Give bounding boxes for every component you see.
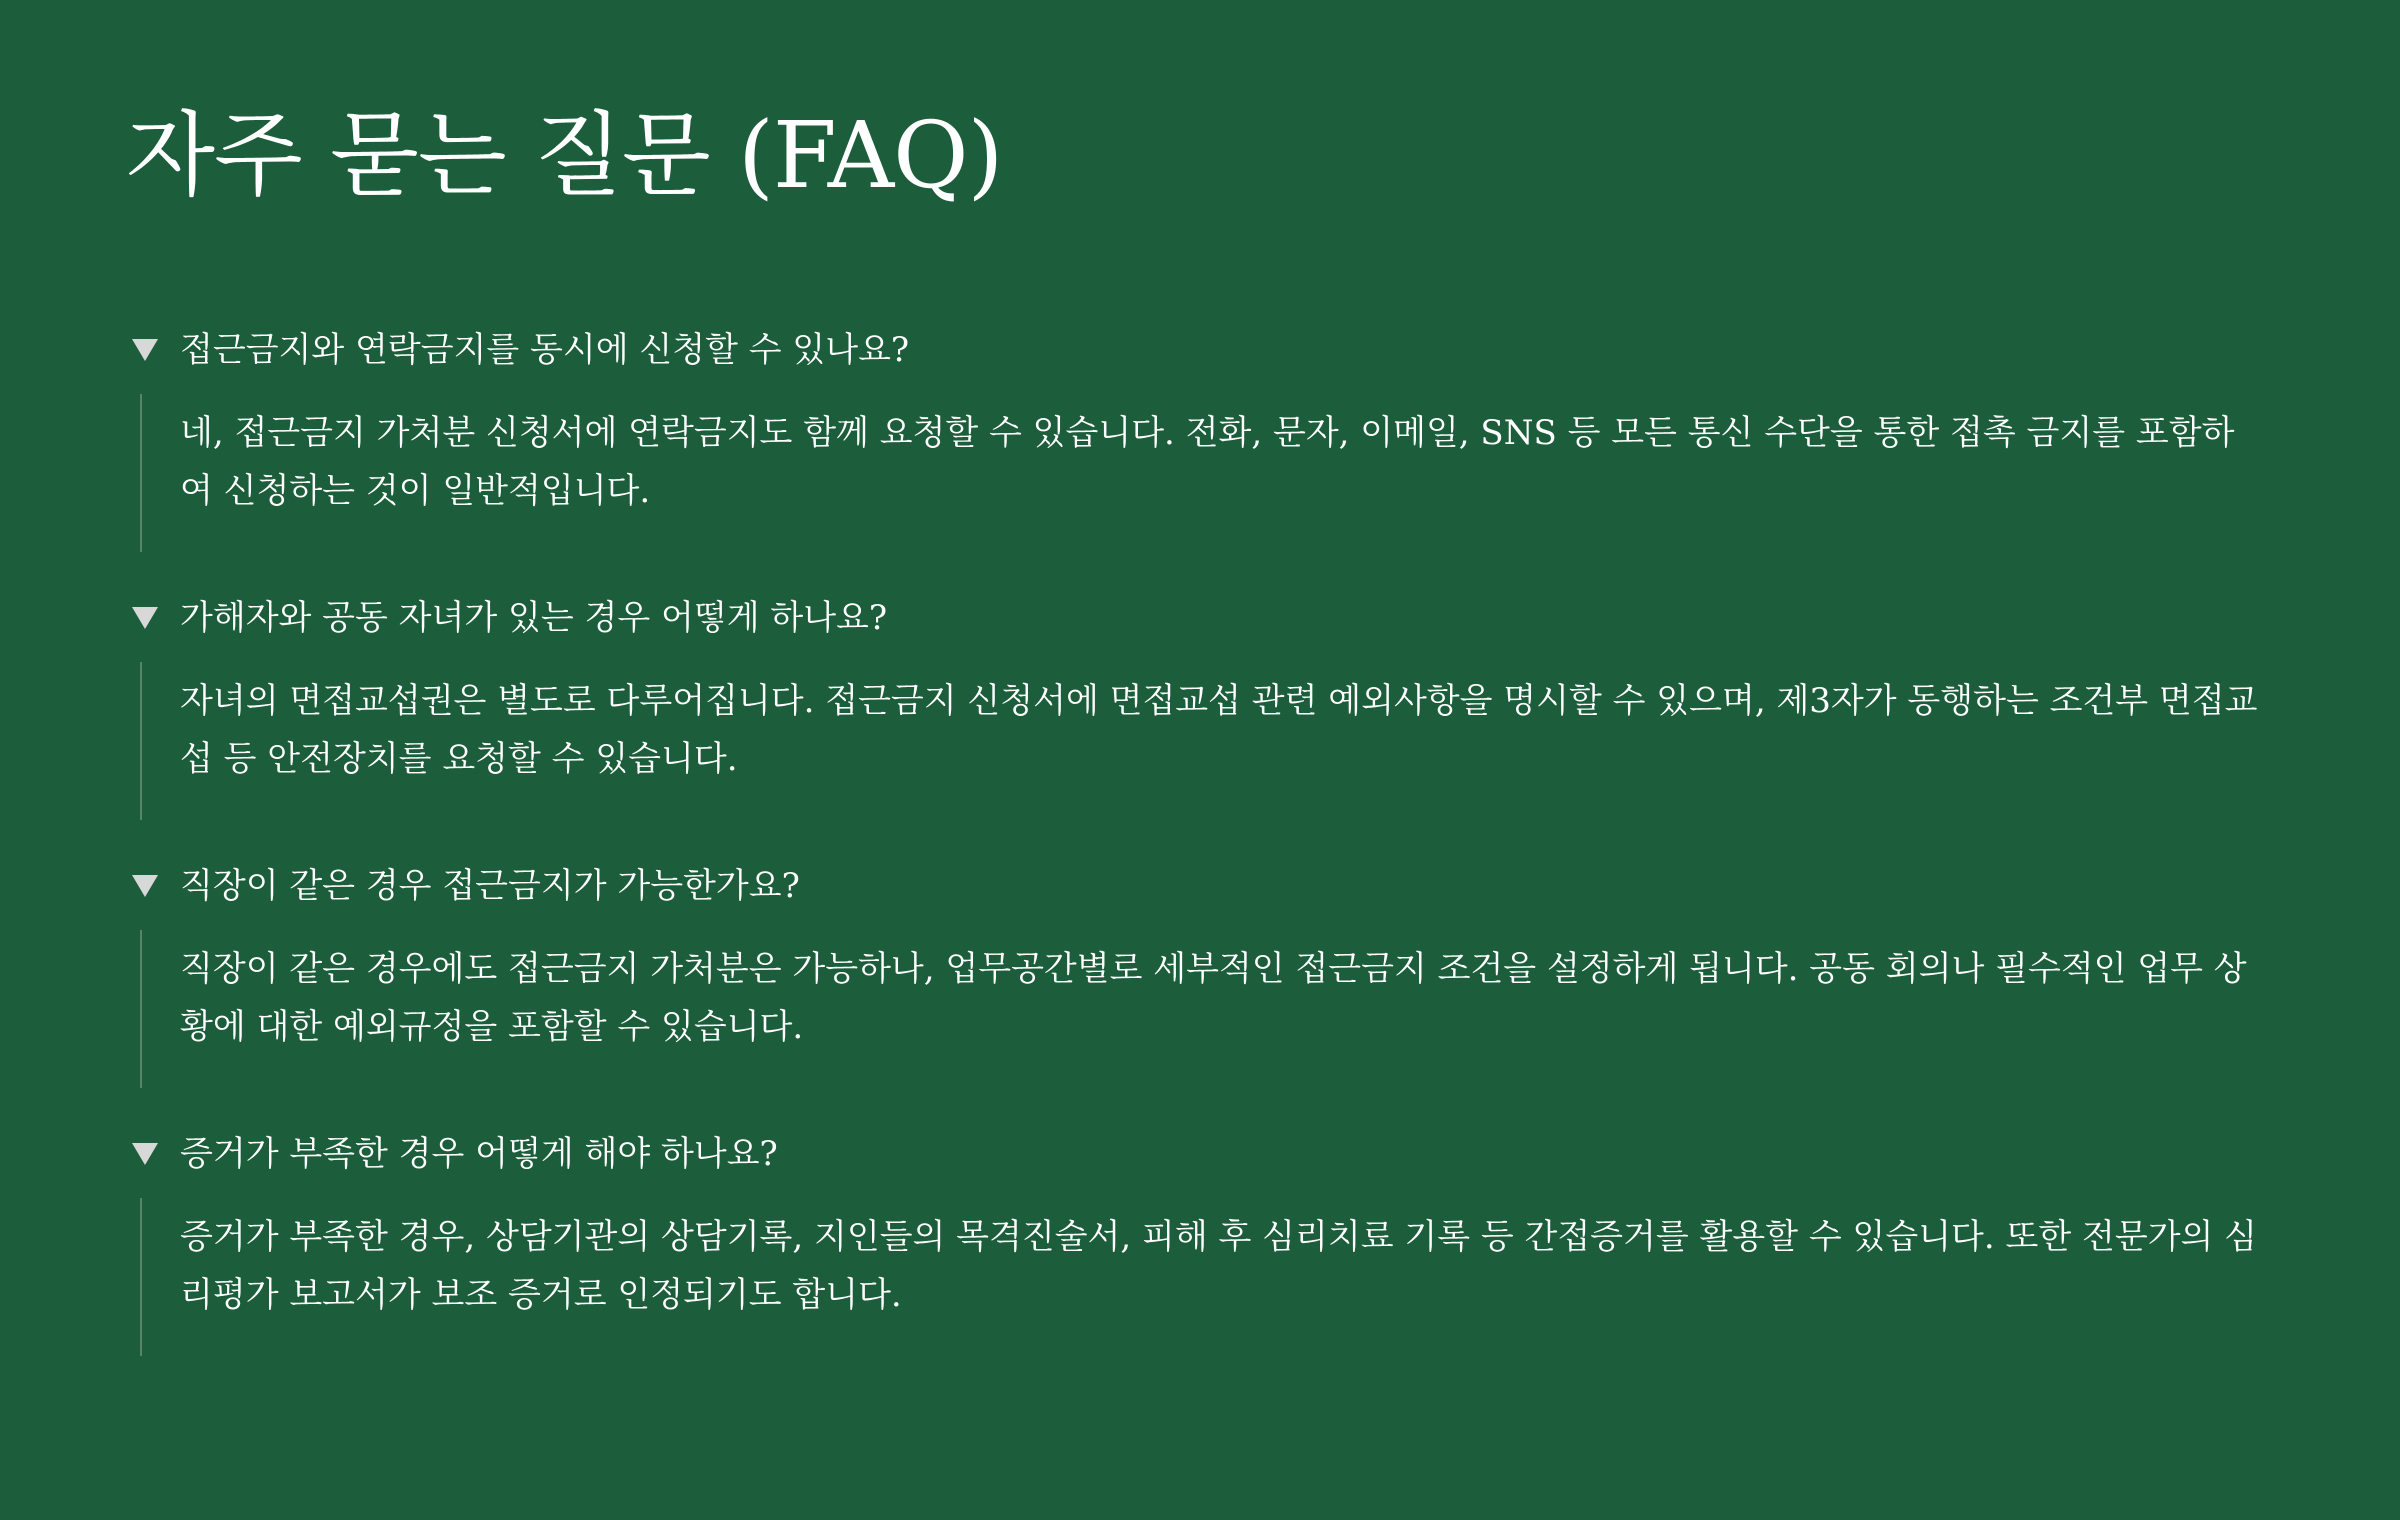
- faq-question-text[interactable]: 접근금지와 연락금지를 동시에 신청할 수 있나요?: [180, 330, 910, 370]
- faq-question-toggle[interactable]: [126, 1128, 2265, 1180]
- faq-answer: [140, 930, 2265, 1088]
- triangle-down-icon[interactable]: [132, 1143, 158, 1165]
- faq-answer-text: 자녀의 면접교섭권은 별도로 다루어집니다. 접근금지 신청서에 면접교섭 관련 예외사항을 명시할 수 있으며, 제3자가 동행하는 조건부 면접교섭 등 안전장치를 요청할 수 있습니다.: [180, 681, 2258, 779]
- faq-question-toggle[interactable]: [126, 592, 2265, 644]
- faq-question-text[interactable]: 직장이 같은 경우 접근금지가 가능한가요?: [180, 866, 800, 906]
- triangle-down-icon[interactable]: [132, 607, 158, 629]
- faq-item: [126, 860, 2265, 1154]
- triangle-down-icon[interactable]: [132, 339, 158, 361]
- faq-answer: [140, 662, 2265, 820]
- faq-item: [126, 324, 2265, 618]
- faq-question-text[interactable]: 증거가 부족한 경우 어떻게 해야 하나요?: [180, 1134, 778, 1174]
- faq-answer: [140, 394, 2265, 552]
- faq-item: [126, 1128, 2265, 1422]
- faq-answer-text: 증거가 부족한 경우, 상담기관의 상담기록, 지인들의 목격진술서, 피해 후 심리치료 기록 등 간접증거를 활용할 수 있습니다. 또한 전문가의 심리평가 보고서가 보조 증거로 인정되기도 합니다.: [180, 1217, 2258, 1315]
- faq-answer-text: 네, 접근금지 가처분 신청서에 연락금지도 함께 요청할 수 있습니다. 전화, 문자, 이메일, SNS 등 모든 통신 수단을 통한 접촉 금지를 포함하여 신청하는 것이 일반적입니다.: [180, 413, 2235, 511]
- faq-answer-text: 직장이 같은 경우에도 접근금지 가처분은 가능하나, 업무공간별로 세부적인 접근금지 조건을 설정하게 됩니다. 공동 회의나 필수적인 업무 상황에 대한 예외규정을 포함할 수 있습니다.: [180, 949, 2247, 1047]
- page-title: 자주 묻는 질문 (FAQ): [126, 102, 1003, 209]
- faq-item: [126, 592, 2265, 886]
- faq-question-toggle[interactable]: [126, 860, 2265, 912]
- faq-question-text[interactable]: 가해자와 공동 자녀가 있는 경우 어떻게 하나요?: [180, 598, 888, 638]
- triangle-down-icon[interactable]: [132, 875, 158, 897]
- faq-answer: [140, 1198, 2265, 1356]
- faq-list: [126, 324, 2265, 1422]
- faq-question-toggle[interactable]: [126, 324, 2265, 376]
